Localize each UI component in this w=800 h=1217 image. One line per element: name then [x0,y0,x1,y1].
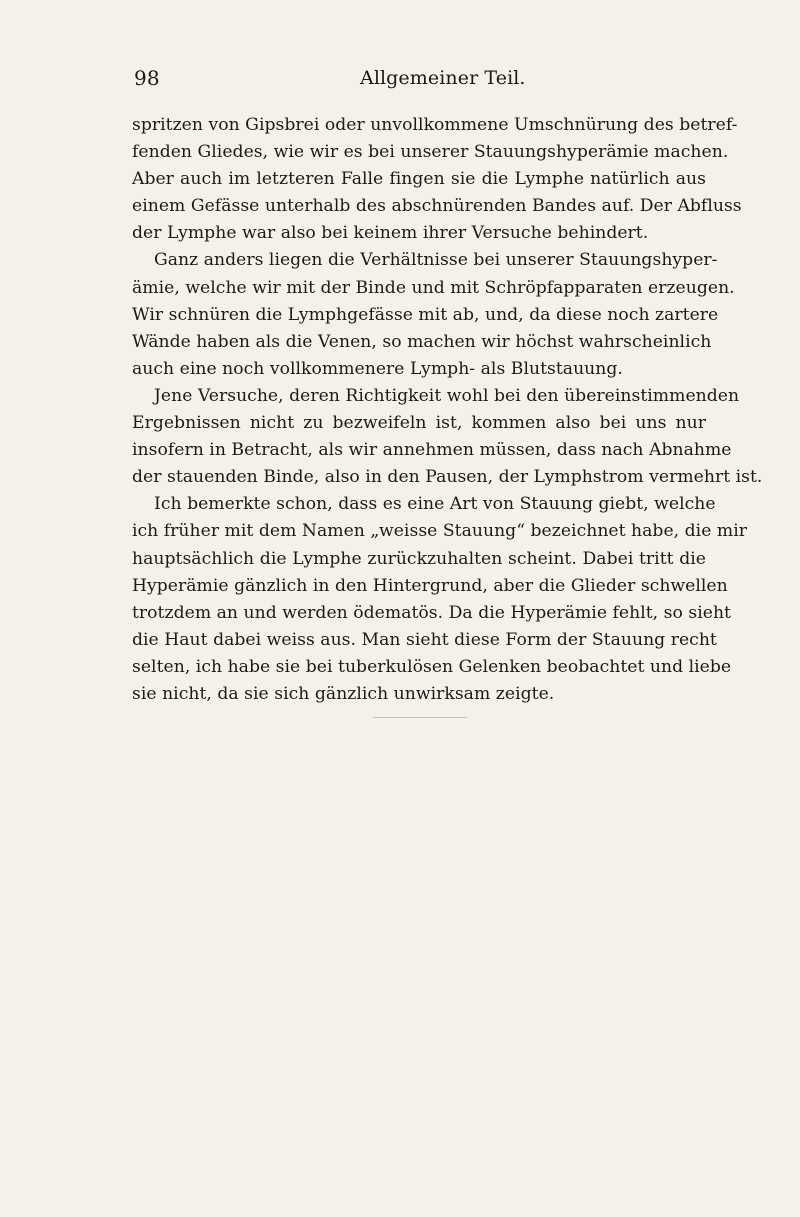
text-line: der Lymphe war also bei keinem ihrer Versuche behindert. [132,223,649,244]
text-line: Ganz anders liegen die Verhältnisse bei unserer Stauungshyper- [154,250,718,271]
body-text [132,112,763,708]
text-line: Wände haben als die Venen, so machen wir höchst wahrscheinlich [132,331,712,352]
text-line: der stauenden Binde, also in den Pausen, der Lymphstrom vermehrt ist. [132,467,763,488]
text-line: ich früher mit dem Namen „weisse Stauung“ bezeichnet habe, die mir [132,521,748,542]
text-line: auch eine noch vollkommenere Lymph- als Blutstauung. [132,358,623,379]
page-number: 98 [134,66,160,90]
text-line: Aber auch im letzteren Falle fingen sie die Lymphe natürlich aus [132,169,706,190]
text-line: Jene Versuche, deren Richtigkeit wohl bei den übereinstimmenden [154,385,740,406]
text-line: Ergebnissen nicht zu bezweifeln ist, kommen also bei uns nur [132,413,706,434]
page-header [134,66,704,94]
text-line: sie nicht, da sie sich gänzlich unwirksam zeigte. [132,683,555,704]
text-line: insofern in Betracht, als wir annehmen müssen, dass nach Abnahme [132,440,732,461]
text-line: fenden Gliedes, wie wir es bei unserer Stauungshyperämie machen. [132,142,729,163]
text-line: selten, ich habe sie bei tuberkulösen Gelenken beobachtet und liebe [132,656,732,677]
text-line: Ich bemerkte schon, dass es eine Art von Stauung giebt, welche [154,494,716,515]
text-line: Wir schnüren die Lymphgefässe mit ab, und, da diese noch zartere [132,304,719,325]
text-line: ämie, welche wir mit der Binde und mit Schröpfapparaten erzeugen. [132,277,735,298]
section-divider [373,717,467,718]
text-line: einem Gefässe unterhalb des abschnürenden Bandes auf. Der Abfluss [132,196,742,217]
text-line: hauptsächlich die Lymphe zurückzuhalten scheint. Dabei tritt die [132,548,706,569]
text-line: trotzdem an und werden ödematös. Da die Hyperämie fehlt, so sieht [132,602,731,623]
text-line: Hyperämie gänzlich in den Hintergrund, aber die Glieder schwellen [132,575,728,596]
text-line: spritzen von Gipsbrei oder unvollkommene Umschnürung des betref- [132,115,738,135]
text-line: die Haut dabei weiss aus. Man sieht diese Form der Stauung recht [132,629,717,650]
running-head: Allgemeiner Teil. [360,67,526,89]
